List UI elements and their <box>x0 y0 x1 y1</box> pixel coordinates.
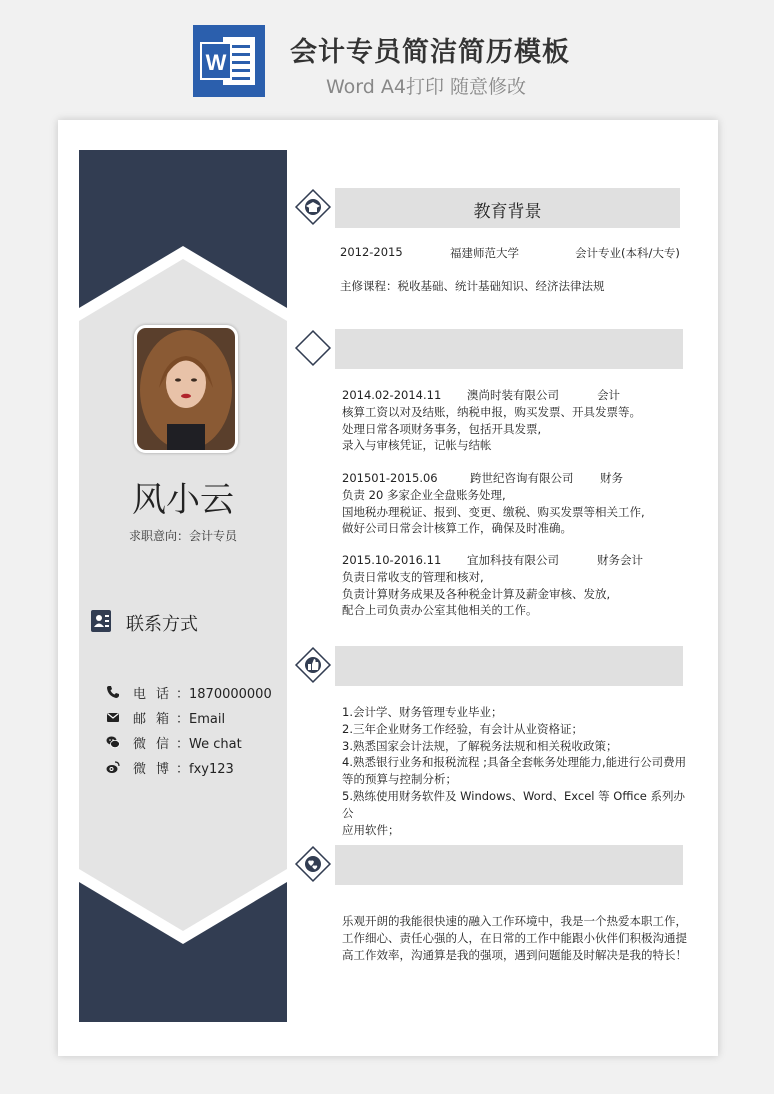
wechat-icon <box>106 735 120 749</box>
skill-item: 5.熟练使用财务软件及 Windows、Word、Excel 等 Office 系列办公 <box>342 788 686 820</box>
hearts-icon <box>294 845 332 883</box>
job-duty: 核算工资以对及结账，纳税申报，购买发票、开具发票等。 <box>342 405 641 419</box>
self-evaluation-text: 乐观开朗的我能很快速的融入工作环境中，我是一个热爱本职工作，工作细心、责任心强的人，在日常的工作中能跟小伙伴们积极沟通提高工作效率，沟通算是我的强项，遇到问题能及时解决是我的特长！ <box>342 914 687 963</box>
skills-list <box>342 704 687 838</box>
weibo-icon <box>106 760 120 774</box>
job-intent: 求职意向：会计专员 <box>128 529 237 543</box>
candidate-name: 风小云 <box>132 480 234 520</box>
page-subtitle: Word A4打印 随意修改 <box>326 76 527 98</box>
sidebar-hexagon <box>79 150 287 1022</box>
education-school: 福建师范大学 <box>450 246 519 260</box>
job-period: 201501-2015.06 <box>342 471 438 485</box>
job-entry <box>342 387 702 454</box>
job-duty: 负责 20 多家企业全盘账务处理, <box>342 488 506 502</box>
job-role: 会计 <box>597 388 620 402</box>
job-company: 澳尚时装有限公司 <box>467 388 559 402</box>
education-entry <box>340 245 680 263</box>
job-duty: 做好公司日常会计核算工作，确保及时准确。 <box>342 521 572 535</box>
document-header <box>0 0 774 112</box>
contact-card-icon <box>88 608 114 634</box>
job-duty: 国地税办理税证、报到、变更、缴税、购买发票等相关工作, <box>342 504 645 519</box>
job-duty: 处理日常各项财务事务，包括开具发票, <box>342 421 542 436</box>
skill-item: 应用软件； <box>342 822 400 837</box>
svg-text:W: W <box>205 50 227 75</box>
education-courses: 主修课程：税收基础、统计基础知识、经济法律法规 <box>340 279 605 293</box>
self-evaluation-header <box>335 845 683 885</box>
skills-header <box>335 646 683 686</box>
skill-item: 4.熟悉银行业务和报税流程 ;具备全套帐务处理能力,能进行公司费用 <box>342 755 687 770</box>
word-icon <box>193 25 265 97</box>
skill-item: 2.三年企业财务工作经验，有会计从业资格证； <box>342 721 583 736</box>
job-duty: 负责日常收支的管理和核对, <box>342 570 484 584</box>
job-company: 跨世纪咨询有限公司 <box>470 471 574 485</box>
job-duty: 录入与审核凭证，记帐与结帐 <box>342 438 492 452</box>
profile-photo <box>134 325 238 453</box>
thumbs-up-icon <box>294 646 332 684</box>
education-header <box>335 188 680 228</box>
graduation-cap-icon <box>294 188 332 226</box>
job-duty: 负责计算财务成果及各种税金计算及薪金审核、发放, <box>342 586 611 601</box>
resume-page: 风小云 求职意向：会计专员 联系方式 电话 ：1870000000 邮箱 ：Email 微信 ：We chat 微博 ：fxy123 教育背景 2012-2015 福建师范大学 会计专业(本科/大专) 主修课程：税收基础、统计基础知识、经济法律法规 2014.02-2014.11 澳尚时装有限公司 会计 核算工资以对及结账，纳税申报，购买发票、开具发票等。 处理日常各项财务事务，包括开具发票, 录入与审核凭证，记帐与结帐 201501-2015.06 跨世纪咨询有限公司 财务 负责 20 多家企业全盘账务处理, 国地税办理税证、报到、变更、缴税、购买发票等相关工作, 做好公司日常会计核算工作，确保及时准确。 2015.10-2016.11 宜加科技有限公司 财务会计 负责日常收支的管理和核对, 负责计算财务成果及各种税金计算及薪金审核、发放, 配合上司负责办公室其他相关的工作。 1.会计学、财务管理专业毕业； 2.三年企业财务工作经验，有会计从业资格证； 3.熟悉国家会计法规，了解税务法规和相关税收政策； 4.熟悉银行业务和报税流程 ;具备全套帐务处理能力,能进行公司费用 等的预算与控制分析； 5.熟练使用财务软件及 Windows、Word、Excel 等 Office 系列办公 应用软件； 乐观开朗的我能很快速的融入工作环境中，我是一个热爱本职工作，工作细心、责任心强的人，在日常的工作中能跟小伙伴们积极沟通提高工作效率，沟通算是我的强项，遇到问题能及时解决是我的特长！ <box>58 120 718 1056</box>
skill-item: 3.熟悉国家会计法规，了解税务法规和相关税收政策； <box>342 738 618 753</box>
education-period: 2012-2015 <box>340 245 403 259</box>
job-period: 2014.02-2014.11 <box>342 388 442 402</box>
job-duty: 配合上司负责办公室其他相关的工作。 <box>342 603 538 617</box>
skill-item: 等的预算与控制分析； <box>342 772 457 787</box>
contact-heading-label: 联系方式 <box>126 614 198 635</box>
phone-icon <box>106 685 120 699</box>
job-role: 财务会计 <box>597 553 643 567</box>
job-entry <box>342 552 702 619</box>
briefcase-icon <box>294 329 332 367</box>
job-period: 2015.10-2016.11 <box>342 553 442 567</box>
experience-header <box>335 329 683 369</box>
page-title: 会计专员简洁简历模板 <box>290 37 570 68</box>
job-company: 宜加科技有限公司 <box>467 553 559 567</box>
job-entry <box>342 470 702 537</box>
job-role: 财务 <box>600 471 623 485</box>
mail-icon <box>106 710 120 724</box>
education-title: 教育背景 <box>473 202 542 222</box>
education-major: 会计专业(本科/大专) <box>575 246 680 260</box>
skill-item: 1.会计学、财务管理专业毕业； <box>342 705 503 719</box>
